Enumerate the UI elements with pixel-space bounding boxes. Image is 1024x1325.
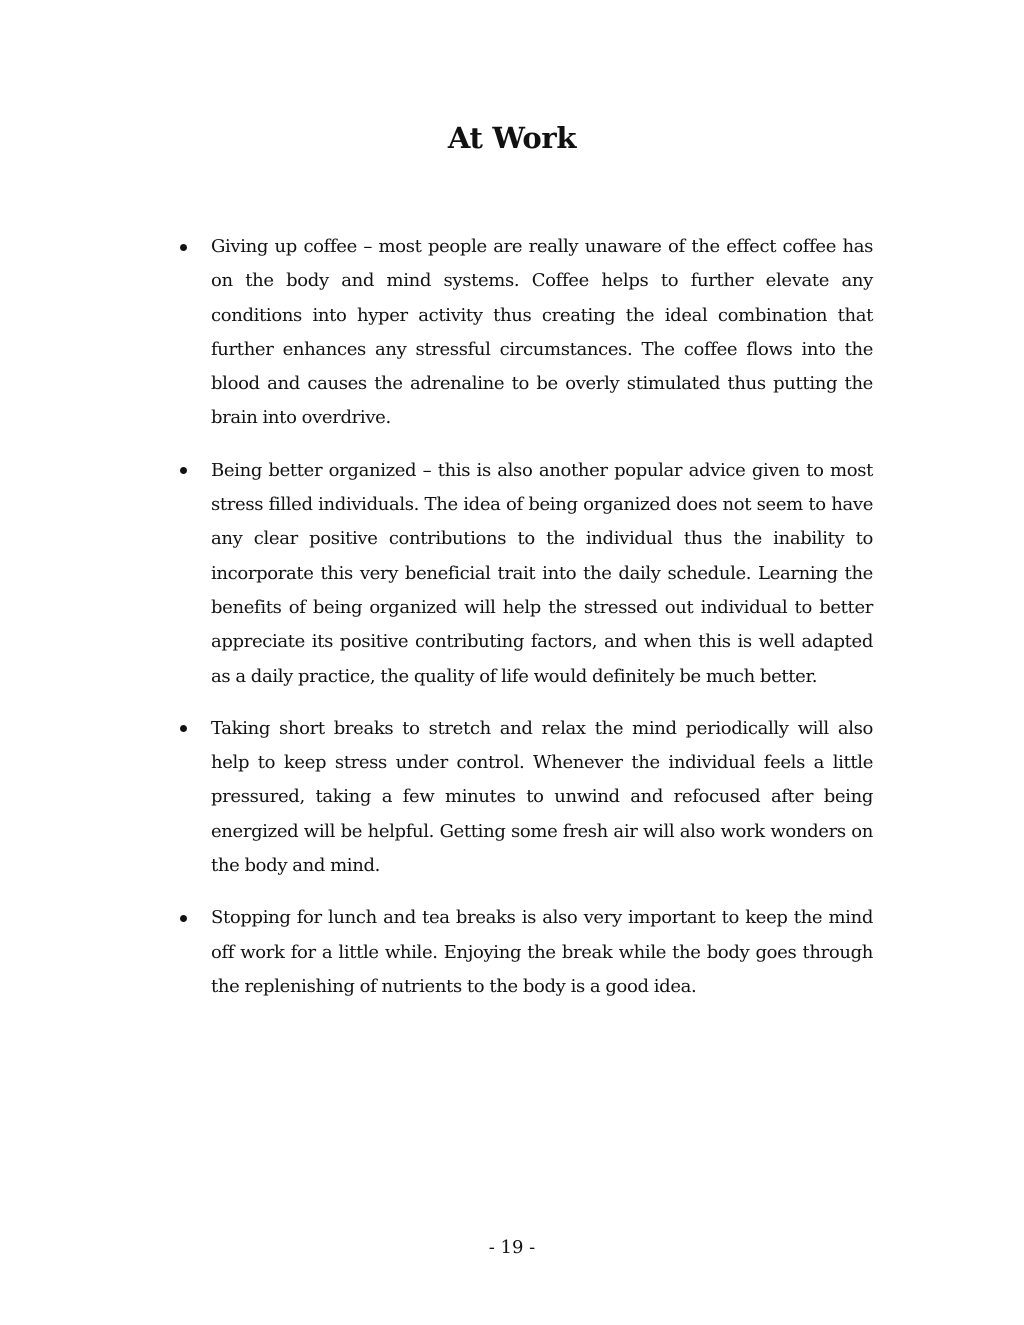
list-item-text: Being better organized – this is also another popular advice given to most stress filled individuals. The idea of being organized does not seem to have any clear positive contributions to the individual thus the inability to incorporate this very beneficial trait into the daily schedule. Learning the benefits of being organized will help the stressed out individual to better appreciate its positive contributing factors, and when this is well adapted as a daily practice, the quality of life would definitely be much better.: [211, 459, 873, 687]
list-item: [211, 454, 873, 694]
list-item: [211, 712, 873, 883]
bullet-icon: [180, 454, 188, 488]
list-item: [211, 230, 873, 436]
list-item-text: Giving up coffee – most people are really unaware of the effect coffee has on the body and mind systems. Coffee helps to further elevate any conditions into hyper activity thus creating the ideal combination that further enhances any stressful circumstances. The coffee flows into the blood and causes the adrenaline to be overly stimulated thus putting the brain into overdrive.: [211, 236, 873, 429]
page-number: - 19 -: [488, 1237, 536, 1258]
bullet-icon: [180, 901, 188, 935]
bullet-icon: [180, 712, 188, 746]
bullet-list: [211, 230, 873, 1022]
list-item-text: Stopping for lunch and tea breaks is also very important to keep the mind off work for a little while. Enjoying the break while the body goes through the replenishing of nutrients to the body is a good idea.: [211, 907, 873, 997]
bullet-icon: [180, 230, 188, 264]
list-item: [211, 901, 873, 1004]
page-title: At Work: [447, 121, 577, 155]
list-item-text: Taking short breaks to stretch and relax the mind periodically will also help to keep stress under control. Whenever the individual feels a little pressured, taking a few minutes to unwind and refocused after being energized will be helpful. Getting some fresh air will also work wonders on the body and mind.: [211, 717, 873, 877]
